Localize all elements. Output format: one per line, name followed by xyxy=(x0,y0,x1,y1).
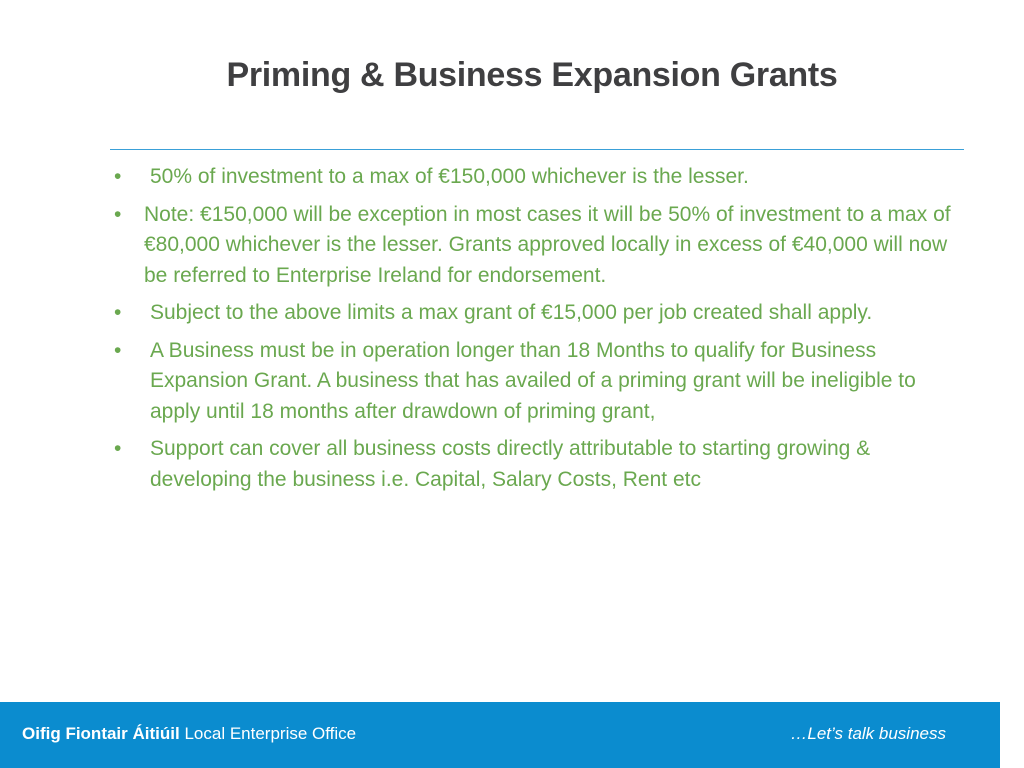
bullet-icon: • xyxy=(114,202,122,226)
bullet-icon: • xyxy=(114,301,122,324)
footer-edge xyxy=(1000,702,1024,768)
bullet-text: Note: €150,000 will be exception in most cases it will be 50% of investment to a max of €80,000 whichever is the lesser. Grants approved locally in excess of €40,000 will now be referred to Enterprise Ireland for endorsement. xyxy=(144,202,951,287)
brand-irish-name: Oifig Fiontair Áitiúil xyxy=(22,724,180,743)
slide-title: Priming & Business Expansion Grants xyxy=(226,56,838,94)
bullet-text: 50% of investment to a max of €150,000 whichever is the lesser. xyxy=(150,165,749,188)
bullet-item xyxy=(110,434,960,495)
footer-tagline: …Let’s talk business xyxy=(790,724,946,743)
bullet-text: Support can cover all business costs directly attributable to starting growing & developing the business i.e. Capital, Salary Costs, Rent etc xyxy=(150,437,871,491)
bullet-item xyxy=(110,200,960,292)
bullet-item xyxy=(110,298,960,329)
slide-body xyxy=(110,162,960,502)
bullet-icon: • xyxy=(114,437,122,460)
bullet-item xyxy=(110,162,960,193)
bullet-text: Subject to the above limits a max grant of €15,000 per job created shall apply. xyxy=(150,301,873,324)
bullet-icon: • xyxy=(114,165,122,188)
bullet-icon: • xyxy=(114,338,122,362)
footer-brand xyxy=(22,724,356,744)
title-divider xyxy=(110,149,964,150)
bullet-item xyxy=(110,336,960,428)
bullet-list xyxy=(110,162,960,495)
bullet-text: A Business must be in operation longer than 18 Months to qualify for Business Expansion Grant. A business that has availed of a priming grant will be ineligible to apply until 18 months after drawdown of priming grant, xyxy=(150,338,916,423)
brand-english-name: Local Enterprise Office xyxy=(184,724,357,743)
footer-bar xyxy=(0,702,1000,768)
